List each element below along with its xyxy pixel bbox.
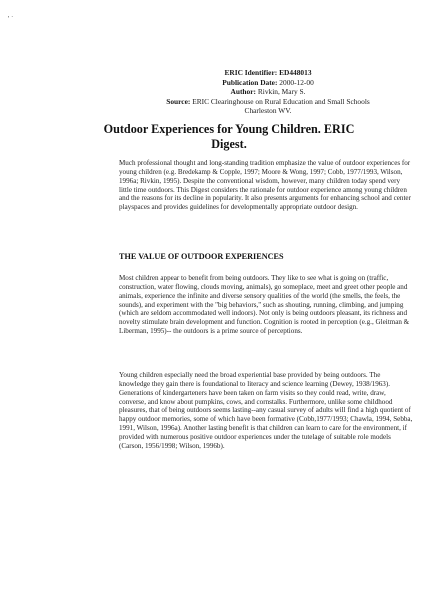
author-label: Author: <box>230 87 256 97</box>
document-title: Outdoor Experiences for Young Children. ERIC Digest. <box>103 122 355 151</box>
author-row <box>120 87 416 97</box>
identifier-value: ED448013 <box>279 68 312 77</box>
identifier-label: ERIC Identifier: <box>224 68 278 77</box>
value-paragraph-2: Young children especially need the broad experiential base provided by being outdoors. The knowledge they gain there is foundational to literacy and science learning (Dewey, 1938/1963). Generations of kindergarteners have been taken on farm visits so they could read, write, draw, converse, and know about pumpkins, cows, and cornstalks. Furthermore, unlike some childhood pleasures, that of being outdoors seems lasting--any casual survey of adults will find a high quotient of happy outdoor memories, some of which have been formative (Cobb,1977/1993; Chawla, 1994, Sebba, 1991, Wilson, 1996a). Another lasting benefit is that children can learn to care for the environment, if provided with numerous positive outdoor experiences under the tutelage of suitable role models (Carson, 1956/1998; Wilson, 1996b). <box>119 371 413 450</box>
scan-artifact-mark: ' ˙ <box>8 15 14 23</box>
publication-date-value: 2000-12-00 <box>279 77 314 87</box>
source-value: ERIC Clearinghouse on Rural Education and Small Schools <box>192 96 370 106</box>
publication-date-label: Publication Date: <box>222 77 278 87</box>
source-location: Charleston WV. <box>244 106 292 116</box>
document-metadata <box>120 68 416 116</box>
author-value: Rivkin, Mary S. <box>257 87 306 97</box>
intro-paragraph: Much professional thought and long-standing tradition emphasize the value of outdoor experiences for young children (e.g. Bredekamp & Copple, 1997; Moore & Wong, 1997; Cobb, 1977/1993, Wilson, 1996a; Rivkin, 1995). Despite the conventional wisdom, however, many children today spend very little time outdoors. This Digest considers the rationale for outdoor experience among young children and the reasons for its decline in popularity. It also presents arguments for enhancing school and center playspaces and provides guidelines for developmentally appropriate outdoor design. <box>119 159 411 212</box>
source-row <box>120 97 416 107</box>
identifier-row <box>120 68 416 78</box>
section-heading: THE VALUE OF OUTDOOR EXPERIENCES <box>119 252 284 261</box>
value-paragraph-1: Most children appear to benefit from being outdoors. They like to see what is going on (traffic, construction, water flowing, clouds moving, animals), go someplace, meet and greet other people and animals, experience the infinite and diverse sensory qualities of the world (the smells, the feels, the sounds), and experiment with the "big behaviors," such as shouting, running, climbing, and jumping (which are seldom accommodated well indoors). Not only is being outdoors pleasant, its richness and novelty stimulate brain development and function. Cognition is rooted in perception (e.g., Gleitman & Liberman, 1995)-- the outdoors is a prime source of perceptions. <box>119 274 410 336</box>
publication-date-row <box>120 78 416 88</box>
source-label: Source: <box>166 96 191 106</box>
